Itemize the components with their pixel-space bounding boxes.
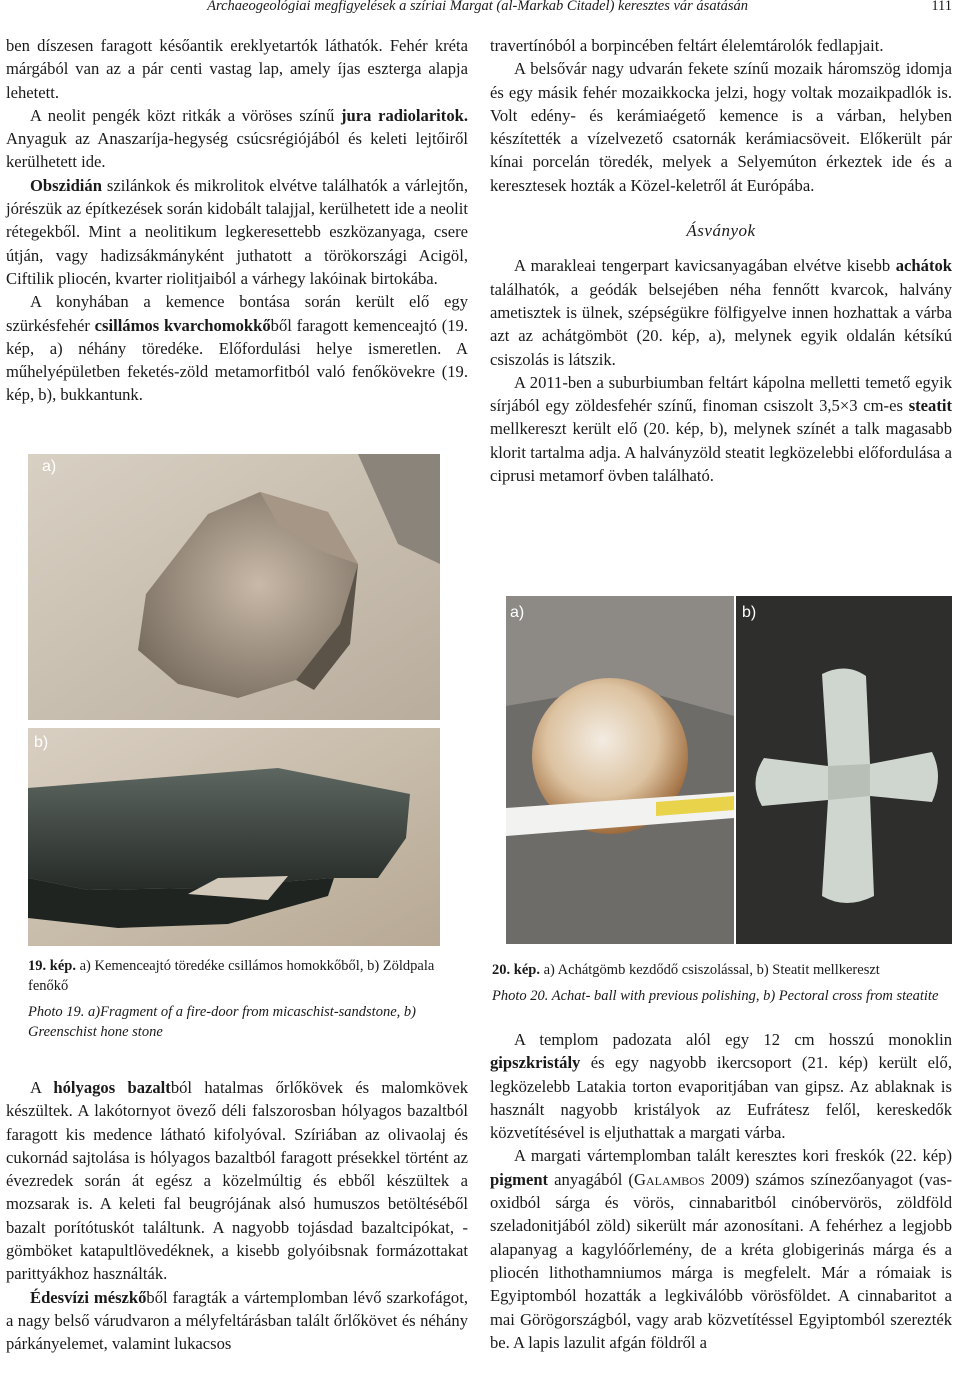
term-edesvizi-meszko: Édesvízi mészkő xyxy=(30,1287,147,1307)
paragraph: A marakleai tengerpart kavicsanyagában elvétve kisebb achátok találhatók, a geódák belsejében néha fennőtt kvarcok, halvány ametisztek is ülnek, szépségükre fölfigyelve innen hozhattak a várba azt az achátgömböt (20. kép, a), melynek egyik oldalán kétsíkú csiszolás is látszik. xyxy=(490,256,952,369)
section-heading: Ásványok xyxy=(686,221,756,241)
paragraph: Obszidián szilánkok és mikrolitok elvétve találhatók a várlejtőn, jórészük az építkezések során kidobált talajjal, kerülhetett ide a neolit rétegekből. Mint a neolitikum legkeresettebb eszközanyaga, csere útján, vagy hadizsákmányként juthatott a törökországi Acigöl, Ciftilik pliocén, kvarter riolitjaiból a várhegy lakóinak birtokába. xyxy=(6,175,468,288)
photo-19b-hone-stone xyxy=(28,728,440,946)
page-number: 111 xyxy=(931,0,952,14)
term-obszidian: Obszidián xyxy=(30,175,102,195)
photo-label-b: b) xyxy=(742,604,757,621)
caption-hu: 19. kép. a) Kemenceajtó töredéke csillámos homokkőből, b) Zöldpala fenőkő xyxy=(28,958,435,994)
hone-stone-image xyxy=(28,728,440,946)
figure-20-caption xyxy=(492,960,952,1006)
photo-19a-firedoor-fragment xyxy=(28,454,440,720)
paragraph: travertínóból a borpincében feltárt élelemtárolók fedlapjait. xyxy=(490,36,884,55)
term-gipszkristaly: gipszkristály xyxy=(490,1053,581,1073)
author-citation: Galambos xyxy=(633,1169,705,1189)
term-holyagos-bazalt: hólyagos bazalt xyxy=(53,1078,171,1097)
paragraph: A hólyagos bazaltból hatalmas őrlőkövek és malomkövek készültek. A lakótornyot övező déli falszorosban hólyagos bazaltból faragott kis medence látható kifolyóval. Szíriában az olivaolaj és cukornád sajtolása is hólyagos bazaltból faragott présekkel történt az évezredek során át egész a közelmúltig és ebből készültek a mozsarak is. A keleti fal beugrójának alsó humuszos betöltéséből bazalt porítótuskót találtunk. A nagyobb tojásdad bazaltcipókat, -gömböket katapultlövedéknek, a kisebb golyóibsnak formázottakat parittyákhoz használták. xyxy=(6,1078,468,1284)
left-column-top xyxy=(6,34,468,407)
caption-hu: 20. kép. a) Achátgömb kezdődő csiszolással, b) Steatit mellkereszt xyxy=(492,962,880,978)
paragraph: A 2011-ben a suburbiumban feltárt kápolna melletti temető egyik sírjából egy zöldesfehér színű, finoman csiszolt 3,5×3 cm-es steatit mellkereszt került elő (20. kép, b), melynek színét a talk magasabb klorit tartalma adja. A halványzöld steatit legközelebbi előfordulása a ciprusi metamorf övben található. xyxy=(490,372,952,486)
term-jura-radiolaritok: jura radiolaritok. xyxy=(340,105,468,125)
paragraph: A konyhában a kemence bontása során került elő egy szürkésfehér csillámos kvarchomokkőből faragott kemenceajtó (19. kép, a) néhány töredéke. Előfordulási helye ismeretlen. A műhelyépületben feketés-zöld metamorfitból való fenőkövekre (19. kép, b), bukkantunk. xyxy=(6,292,469,405)
photo-20b-steatite-cross xyxy=(736,596,952,944)
caption-en: Photo 19. a)Fragment of a fire-door from micaschist-sandstone, b) Greenschist hone stone xyxy=(28,1004,416,1040)
paragraph: A belsővár nagy udvarán fekete színű mozaik háromszög idomja és egy másik fehér mozaikkocka jelzi, hogy voltak mozaikpadlók is. Volt edény- és kerámiaégető kemence is a várban, helyben készítették a vízelvezető csatornák kerámiacsöveit. Előkerült pár kínai porcelán töredék, melyek a Selyemúton érkeztek ide és a keresztesek hozták a Közel-keletről át Európába. xyxy=(490,59,952,195)
left-column-bottom xyxy=(6,1076,468,1356)
paragraph: Édesvízi mészkőből faragták a vártemplomban lévő szarkofágot, a nagy belső várudvaron a mélyfeltárásban talált őrlőkövet és néhány párkányelemet, valamint lukacsos xyxy=(6,1287,468,1354)
photo-label-a: a) xyxy=(510,604,525,621)
steatite-cross-image xyxy=(736,596,952,944)
photo-label-a: a) xyxy=(42,458,57,475)
header-title: Archaeogeológiai megfigyelések a szíriai Margat (al-Markab Citadel) keresztes vár ásatásán xyxy=(207,0,748,14)
running-header xyxy=(0,0,960,20)
paragraph: A neolit pengék közt ritkák a vöröses színű jura radiolaritok. Anyaguk az Anaszaríja-hegység csúcsrégiójából és keleti lejtőiről kerülhetett ide. xyxy=(6,105,468,172)
paragraph: A templom padozata alól egy 12 cm hosszú monoklin gipszkristály és egy nagyobb ikercsoport (21. kép) került elő, legközelebb Latakia torton evaporitjában van gipsz. Az ablaknak is használt nagyobb kristályok az Eufrátesz felől, kereskedők közvetítésével is eljuthattak a margati várba. xyxy=(490,1030,952,1143)
paragraph: A margati vártemplomban talált keresztes kori freskók (22. kép) pigment anyagából (Galambos 2009) számos színezőanyagot (vas-oxidból sárga és vörös, cinnabaritból cinóbervörös, zöldföld szeladonitjából zöld) sikerült már azonosítani. A fehérhez a legjobb alapanyag a kagylóőrlemény, de a kréta globigerinás márga és a pliocén lithothamniumos márga is megfelelt. Már a rómaiak is Egyiptomból hozatták a legkiválóbb vörösföldet. A cinnabaritot a mai Görögországból, vagy arab közvetítéssel Egyiptomból szerezték be. A lapis lazulit afgán földről a xyxy=(490,1146,952,1352)
agate-ball-image xyxy=(506,596,734,944)
sandstone-fragment-image xyxy=(28,454,440,720)
term-achatok: achátok xyxy=(895,256,952,276)
caption-en: Photo 20. Achat- ball with previous polishing, b) Pectoral cross from steatite xyxy=(492,988,939,1004)
right-column-bottom xyxy=(490,1028,952,1354)
figure-19-caption xyxy=(28,956,468,1042)
term-kvarchomokko: csillámos kvarchomokkő xyxy=(94,315,271,335)
photo-20a-agate-ball xyxy=(506,596,734,944)
photo-label-b: b) xyxy=(34,734,49,751)
term-steatit: steatit xyxy=(908,396,952,416)
right-column-top xyxy=(490,34,952,487)
paragraph: ben díszesen faragott későantik ereklyetartók láthatók. Fehér kréta márgából van az a pár centi vastag lap, amely íjas eszterga alapja lehetett. xyxy=(6,36,468,102)
term-pigment: pigment xyxy=(490,1169,549,1189)
